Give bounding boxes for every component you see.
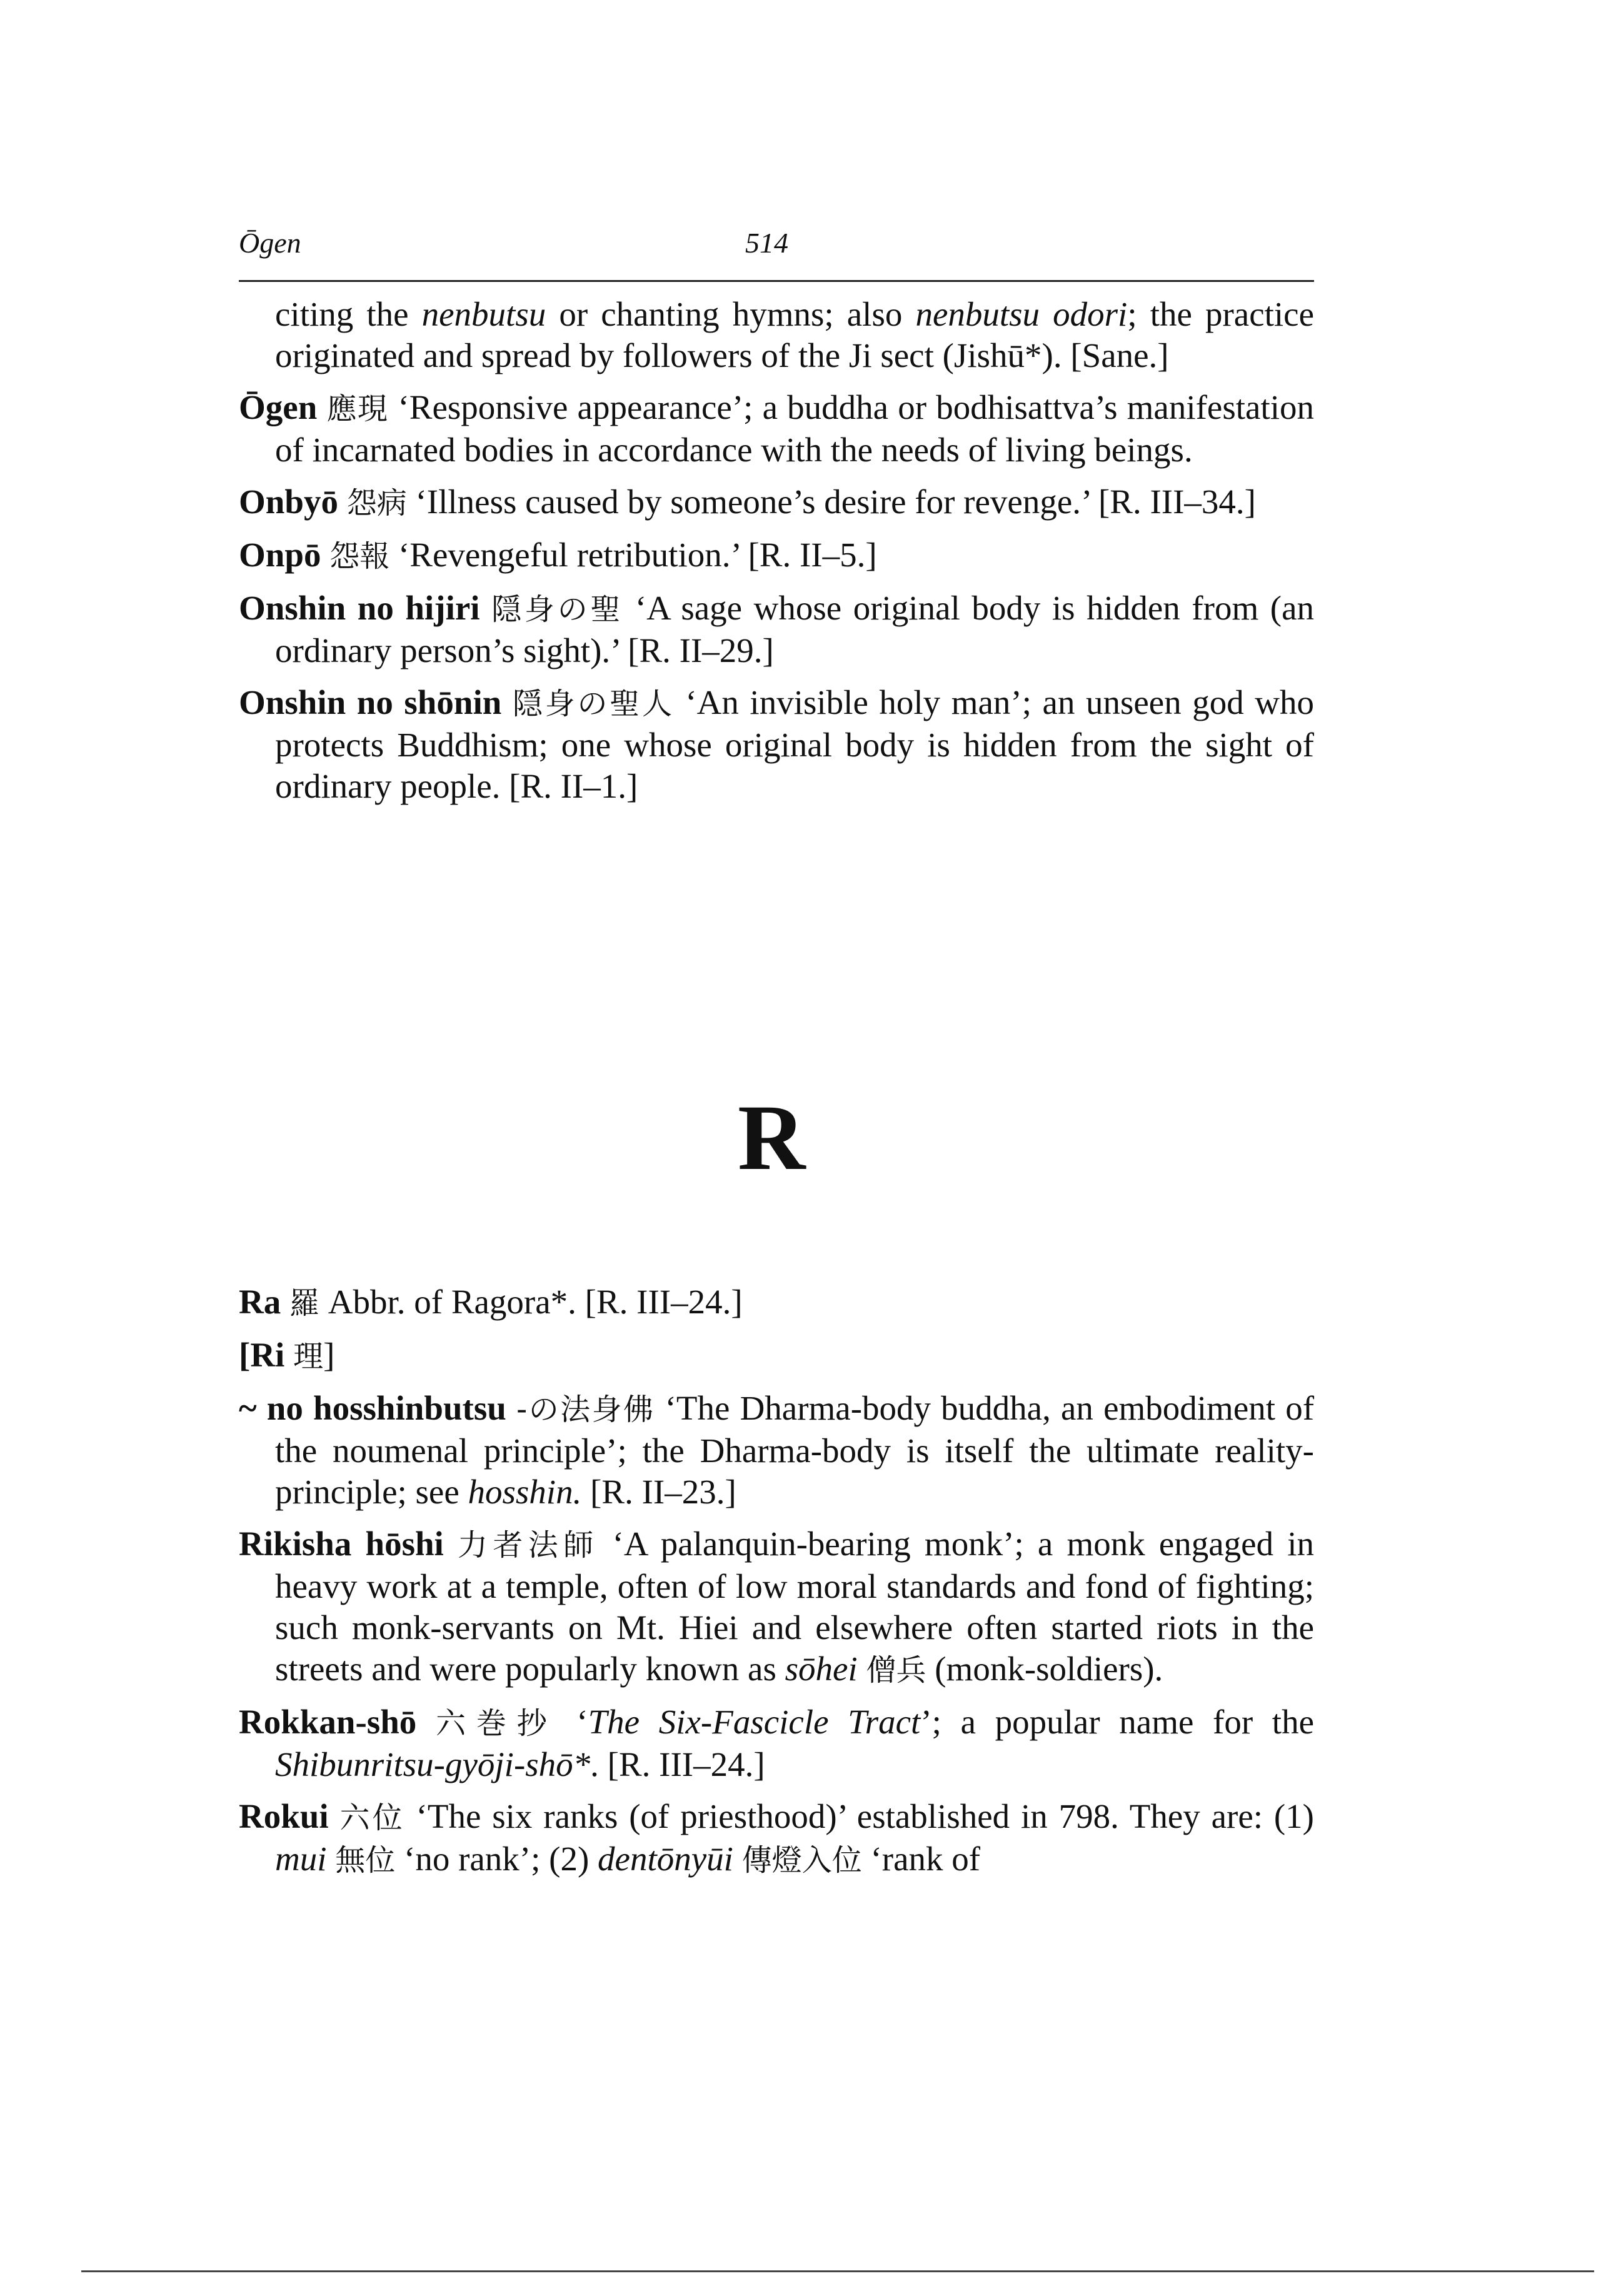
headword: Onshin no hijiri <box>239 589 480 627</box>
kanji-text: 六巻抄 <box>435 1706 558 1741</box>
section-letter: R <box>738 1086 806 1190</box>
entry-rikisha-hoshi <box>239 1523 1314 1691</box>
headword: [Ri <box>239 1336 285 1374</box>
headword: Rokkan-shō <box>239 1703 417 1741</box>
italic-term: hosshin. <box>468 1473 582 1511</box>
kanji-text: 隠身の聖 <box>491 592 624 627</box>
definition-text <box>327 1840 336 1878</box>
header-rule <box>239 280 1314 282</box>
definition-text: [R. II–23.] <box>581 1473 736 1511</box>
definition-text: ‘An invisible holy man’; an unseen god who protects Buddhism; one whose original body is hidden from the sight of ordinary people. [R. II–1.] <box>275 683 1314 805</box>
definition-text: ‘ <box>557 1703 588 1741</box>
kanji-text: 隠身の聖人 <box>512 686 675 721</box>
kanji-text: 怨報 <box>329 539 390 574</box>
definition-text <box>284 1336 293 1374</box>
definition-text: ‘Illness caused by someone’s desire for revenge.’ [R. III–34.] <box>406 483 1256 521</box>
definition-text: . [R. III–24.] <box>590 1745 765 1783</box>
headword: Onbyō <box>239 483 338 521</box>
definition-text: or chanting hymns; also <box>546 295 916 333</box>
entry-continuation <box>239 294 1314 376</box>
definition-text: ; the practice originated and spread by followers of the Ji sect (Jishū*). [Sane.] <box>275 295 1315 374</box>
entry-rokkan-sho <box>239 1702 1314 1785</box>
running-head-word: Ōgen <box>239 227 301 259</box>
kanji-text: 理 <box>293 1339 324 1374</box>
definition-text: ‘Revengeful retribution.’ [R. II–5.] <box>389 536 877 574</box>
entry-ra <box>239 1281 1314 1324</box>
headword: Onshin no shōnin <box>239 683 502 721</box>
running-head <box>239 220 1314 276</box>
entries-block-o <box>239 294 1314 818</box>
definition-text: citing the <box>275 295 422 333</box>
definition-text <box>444 1525 458 1563</box>
definition-text <box>501 683 513 721</box>
definition-text: ‘no rank’; (2) <box>395 1840 598 1878</box>
entry-onshin-no-hijiri <box>239 588 1314 671</box>
headword: Rikisha hōshi <box>239 1525 444 1563</box>
definition-text: ‘The Dharma-body buddha, an embodiment of the noumenal principle’; the Dharma-body is itself the ultimate reality-principle; see <box>275 1389 1315 1511</box>
headword: Ra <box>239 1283 281 1321</box>
kanji-text: 無位 <box>335 1843 396 1878</box>
italic-term: Shibunritsu-gyōji-shō* <box>275 1745 591 1783</box>
definition-text: (monk-soldiers). <box>926 1650 1163 1688</box>
definition-text <box>281 1283 289 1321</box>
entry-rokui <box>239 1796 1314 1881</box>
kanji-text: 羅 <box>289 1286 319 1321</box>
definition-text: ‘The six ranks (of priesthood)’ established in 798. They are: (1) <box>404 1797 1314 1835</box>
italic-term: The Six-Fascicle Tract <box>588 1703 921 1741</box>
entry-onshin-no-shonin <box>239 682 1314 807</box>
definition-text <box>317 388 326 426</box>
italic-term: nenbutsu odori <box>915 295 1128 333</box>
entry-hosshinbutsu <box>239 1388 1314 1513</box>
headword: ~ no hosshinbutsu <box>239 1389 506 1427</box>
italic-term: sōhei <box>785 1650 858 1688</box>
definition-text <box>321 536 329 574</box>
definition-text: ‘rank of <box>861 1840 981 1878</box>
kanji-text: 怨病 <box>346 486 407 521</box>
entries-block-r <box>239 1281 1314 1892</box>
kanji-text: -の法身佛 <box>516 1392 655 1427</box>
definition-text <box>329 1797 340 1835</box>
italic-term: dentōnyūi <box>598 1840 733 1878</box>
definition-text <box>506 1389 516 1427</box>
page-number: 514 <box>745 227 788 259</box>
headword: Ōgen <box>239 388 318 426</box>
italic-term: mui <box>275 1840 327 1878</box>
definition-text: ‘A sage whose original body is hidden from (an ordinary person’s sight).’ [R. II–29.] <box>275 589 1314 669</box>
headword: Onpō <box>239 536 321 574</box>
kanji-text: 僧兵 <box>866 1653 926 1688</box>
definition-text: ’; a popular name for the <box>920 1703 1314 1741</box>
definition-text: ] <box>323 1336 335 1374</box>
kanji-text: 力者法師 <box>457 1528 599 1563</box>
italic-term: nenbutsu <box>421 295 546 333</box>
definition-text <box>858 1650 866 1688</box>
footer-rule <box>81 2270 1594 2272</box>
kanji-text: 應現 <box>326 391 389 426</box>
definition-text: ‘Responsive appearance’; a buddha or bodhisattva’s manifestation of incarnated bodies in accordance with the needs of living beings. <box>275 388 1314 469</box>
entry-onpo <box>239 534 1314 577</box>
kanji-text: 傳燈入位 <box>741 1843 862 1878</box>
definition-text <box>416 1703 436 1741</box>
kanji-text: 六位 <box>339 1800 405 1835</box>
entry-ri <box>239 1335 1314 1377</box>
entry-ogen <box>239 387 1314 471</box>
entry-onbyo <box>239 481 1314 524</box>
definition-text <box>338 483 347 521</box>
definition-text: ‘A palanquin-bearing monk’; a monk engaged in heavy work at a temple, often of low moral standards and fond of fighting; such monk-servants on Mt. Hiei and elsewhere often started riots in the streets and were popularly known as <box>275 1525 1314 1688</box>
definition-text <box>733 1840 742 1878</box>
definition-text <box>480 589 492 627</box>
definition-text: Abbr. of Ragora*. [R. III–24.] <box>319 1283 743 1321</box>
headword: Rokui <box>239 1797 329 1835</box>
